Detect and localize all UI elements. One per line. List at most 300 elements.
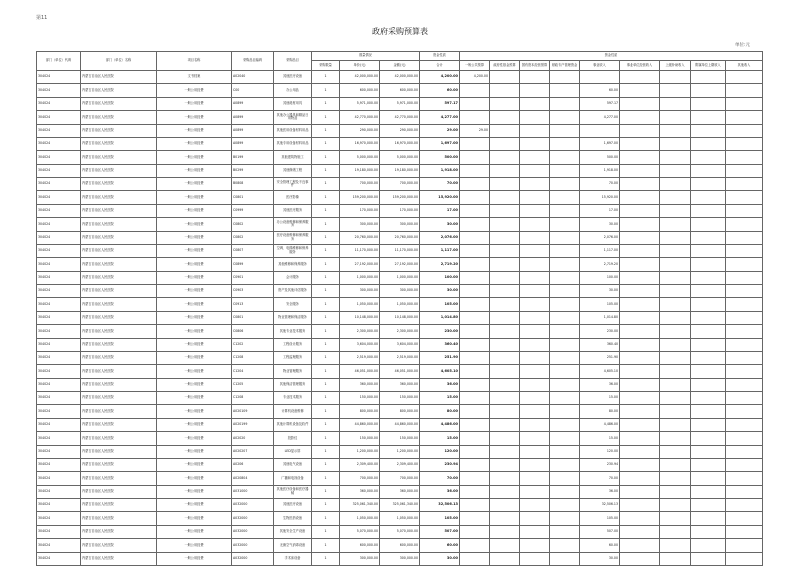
cell-dept-name: 内蒙古自治区人民医院 [81,499,157,512]
cell-source-gov-fund [490,485,520,498]
cell-source-other-income [726,432,763,445]
cell-project-name: 一般公用经费 [157,84,232,97]
cell-dept-code: 304024 [37,137,81,150]
cell-total: 100.00 [420,271,460,284]
cell-amount: 300,000.00 [380,285,420,298]
cell-quantity: 1 [312,244,340,257]
cell-catalog-item: 投影仪 [274,432,312,445]
cell-project-name: 一般公用经费 [157,137,232,150]
cell-unit-price: 159,200,000.00 [340,191,380,204]
cell-source-state-capital [520,365,550,378]
unit-label: 单位:元 [735,43,751,48]
cell-catalog-code: C0903 [232,285,274,298]
cell-source-special-account [550,71,580,84]
table-row [37,258,763,271]
cell-catalog-code: A032000 [232,539,274,552]
cell-project-name: 一般公用经费 [157,258,232,271]
cell-dept-code: 304024 [37,472,81,485]
cell-source-general [460,351,490,364]
cell-dept-name: 内蒙古自治区人民医院 [81,445,157,458]
cell-source-state-capital [520,392,550,405]
cell-source-gov-fund [490,71,520,84]
cell-source-gov-fund [490,418,520,431]
cell-source-state-capital [520,97,550,110]
cell-catalog-code: A0899 [232,124,274,137]
cell-catalog-code: B0808 [232,178,274,191]
table-row [37,445,763,458]
table-row [37,405,763,418]
cell-source-general [460,298,490,311]
cell-source-operating-income [620,485,660,498]
cell-source-special-account [550,525,580,538]
cell-source-gov-fund [490,365,520,378]
cell-unit-price: 1,200,000.00 [340,445,380,458]
cell-source-business-income: 230.00 [580,325,620,338]
cell-catalog-code: A032000 [232,525,274,538]
cell-dept-name: 内蒙古自治区人民医院 [81,525,157,538]
cell-source-special-account [550,392,580,405]
cell-source-special-account [550,271,580,284]
cell-source-general [460,151,490,164]
cell-catalog-item: 其他专业技术服务 [274,325,312,338]
cell-source-operating-income [620,539,660,552]
cell-quantity: 1 [312,472,340,485]
cell-source-gov-fund [490,244,520,257]
cell-dept-name: 内蒙古自治区人民医院 [81,191,157,204]
cell-dept-code: 304024 [37,244,81,257]
cell-source-business-income: 17.00 [580,204,620,217]
cell-dept-name: 内蒙古自治区人民医院 [81,258,157,271]
cell-source-operating-income [620,111,660,124]
cell-source-other-income [726,325,763,338]
cell-source-business-income: 36.00 [580,485,620,498]
cell-source-operating-income [620,458,660,471]
cell-catalog-item: 办公用品 [274,84,312,97]
cell-catalog-item: 其他办公器具和精品日用物品 [274,111,312,124]
cell-quantity: 1 [312,84,340,97]
cell-unit-price: 5,971,000.00 [340,97,380,110]
cell-amount: 46,051,000.00 [380,365,420,378]
cell-unit-price: 150,000.00 [340,432,380,445]
cell-source-business-income: 15.00 [580,432,620,445]
cell-source-affiliate-income [691,191,726,204]
cell-source-general [460,258,490,271]
cell-total: 120.00 [420,445,460,458]
cell-dept-name: 内蒙古自治区人民医院 [81,311,157,324]
cell-total: 507.00 [420,525,460,538]
cell-source-superior-subsidy [660,258,691,271]
cell-amount: 5,070,000.00 [380,525,420,538]
cell-source-other-income [726,204,763,217]
cell-source-gov-fund [490,231,520,244]
cell-source-operating-income [620,499,660,512]
cell-source-state-capital [520,231,550,244]
cell-source-general: 4,200.00 [460,71,490,84]
cell-source-gov-fund [490,432,520,445]
cell-source-business-income: 360.40 [580,338,620,351]
cell-source-superior-subsidy [660,351,691,364]
cell-total: 2,719.20 [420,258,460,271]
cell-source-affiliate-income [691,351,726,364]
cell-source-business-income: 1,117.00 [580,244,620,257]
cell-source-business-income [580,71,620,84]
cell-source-special-account [550,418,580,431]
cell-unit-price: 325,061,340.00 [340,499,380,512]
cell-source-affiliate-income [691,338,726,351]
cell-source-special-account [550,325,580,338]
cell-dept-name: 内蒙古自治区人民医院 [81,231,157,244]
cell-dept-name: 内蒙古自治区人民医院 [81,137,157,150]
cell-dept-name: 内蒙古自治区人民医院 [81,365,157,378]
cell-source-business-income: 4,486.00 [580,418,620,431]
table-row [37,325,763,338]
cell-source-other-income [726,191,763,204]
cell-source-special-account [550,111,580,124]
cell-dept-code: 304024 [37,285,81,298]
cell-unit-price: 700,000.00 [340,472,380,485]
cell-project-name: 一般公用经费 [157,365,232,378]
cell-source-superior-subsidy [660,325,691,338]
cell-source-state-capital [520,218,550,231]
cell-source-operating-income [620,472,660,485]
cell-source-gov-fund [490,378,520,391]
cell-catalog-code: A020199 [232,418,274,431]
cell-total: 30.00 [420,218,460,231]
cell-source-general [460,405,490,418]
cell-source-other-income [726,351,763,364]
cell-source-state-capital [520,472,550,485]
table-row [37,218,763,231]
cell-source-business-income: 80.00 [580,405,620,418]
cell-amount: 1,200,000.00 [380,445,420,458]
header-source-general: 一般公共预算 [460,61,490,71]
cell-source-affiliate-income [691,285,726,298]
cell-quantity: 1 [312,552,340,565]
cell-quantity: 1 [312,525,340,538]
cell-source-state-capital [520,432,550,445]
cell-total: 230.00 [420,325,460,338]
header-source-gov-fund: 政府性基金预算 [490,61,520,71]
cell-project-name: 一般公用经费 [157,392,232,405]
cell-source-state-capital [520,124,550,137]
cell-source-affiliate-income [691,432,726,445]
cell-source-other-income [726,405,763,418]
cell-source-special-account [550,485,580,498]
cell-source-state-capital [520,271,550,284]
cell-catalog-item: 其他电气设备 [274,458,312,471]
cell-source-affiliate-income [691,84,726,97]
cell-source-general [460,539,490,552]
cell-source-superior-subsidy [660,97,691,110]
cell-source-superior-subsidy [660,472,691,485]
cell-source-business-income: 32,506.13 [580,499,620,512]
cell-source-other-income [726,552,763,565]
cell-source-affiliate-income [691,298,726,311]
cell-source-special-account [550,204,580,217]
cell-dept-code: 304024 [37,97,81,110]
cell-source-superior-subsidy [660,151,691,164]
cell-source-general [460,244,490,257]
cell-source-gov-fund [490,472,520,485]
cell-source-other-income [726,365,763,378]
cell-catalog-code: A0899 [232,97,274,110]
cell-source-general [460,311,490,324]
cell-source-other-income [726,392,763,405]
cell-dept-name: 内蒙古自治区人民医院 [81,178,157,191]
cell-source-general [460,445,490,458]
cell-quantity: 1 [312,418,340,431]
cell-source-special-account [550,378,580,391]
cell-source-gov-fund [490,499,520,512]
cell-total: 1,918.00 [420,164,460,177]
cell-total: 251.90 [420,351,460,364]
cell-dept-name: 内蒙古自治区人民医院 [81,338,157,351]
cell-unit-price: 600,000.00 [340,84,380,97]
cell-total: 105.00 [420,512,460,525]
cell-source-business-income: 30.00 [580,552,620,565]
cell-quantity: 1 [312,271,340,284]
table-row [37,485,763,498]
cell-source-affiliate-income [691,325,726,338]
cell-dept-name: 内蒙古自治区人民医院 [81,124,157,137]
table-body [37,71,763,566]
cell-source-general [460,458,490,471]
cell-source-affiliate-income [691,512,726,525]
cell-total: 15.00 [420,432,460,445]
cell-source-gov-fund [490,445,520,458]
cell-dept-code: 304024 [37,325,81,338]
cell-source-business-income: 36.00 [580,378,620,391]
cell-source-special-account [550,97,580,110]
cell-amount: 16,970,000.00 [380,137,420,150]
header-source-affiliate-income: 附属单位上缴收入 [691,61,726,71]
cell-source-gov-fund [490,552,520,565]
cell-amount: 42,770,000.00 [380,111,420,124]
cell-source-state-capital [520,325,550,338]
cell-source-general [460,84,490,97]
cell-total: 32,506.13 [420,499,460,512]
cell-source-affiliate-income [691,124,726,137]
cell-total: 60.00 [420,539,460,552]
cell-quantity: 1 [312,485,340,498]
table-row [37,432,763,445]
cell-quantity: 1 [312,71,340,84]
cell-amount: 5,000,000.00 [380,151,420,164]
cell-source-gov-fund [490,84,520,97]
cell-source-special-account [550,191,580,204]
cell-source-special-account [550,311,580,324]
cell-source-affiliate-income [691,71,726,84]
table-row [37,472,763,485]
cell-project-name: 一般公用经费 [157,244,232,257]
cell-amount: 1,050,000.00 [380,298,420,311]
cell-quantity: 1 [312,124,340,137]
cell-catalog-code: C0801 [232,311,274,324]
cell-source-special-account [550,178,580,191]
cell-source-general [460,432,490,445]
cell-catalog-item: 手术床设备 [274,552,312,565]
cell-source-special-account [550,84,580,97]
cell-project-name: 一般公用经费 [157,164,232,177]
cell-catalog-item: 其他修缮工程 [274,164,312,177]
cell-source-other-income [726,178,763,191]
cell-source-state-capital [520,84,550,97]
cell-catalog-item: 资产及其他评估服务 [274,285,312,298]
cell-dept-code: 304024 [37,432,81,445]
cell-dept-name: 内蒙古自治区人民医院 [81,485,157,498]
cell-source-other-income [726,525,763,538]
cell-catalog-code: A0899 [232,111,274,124]
cell-total: 70.00 [420,472,460,485]
cell-source-operating-income [620,204,660,217]
cell-source-operating-income [620,231,660,244]
cell-source-business-income: 105.00 [580,512,620,525]
cell-source-superior-subsidy [660,539,691,552]
cell-source-general [460,191,490,204]
cell-source-gov-fund [490,285,520,298]
table-row [37,285,763,298]
cell-dept-code: 304024 [37,499,81,512]
cell-source-superior-subsidy [660,378,691,391]
cell-catalog-code: C1205 [232,378,274,391]
cell-amount: 2,519,000.00 [380,351,420,364]
cell-quantity: 1 [312,338,340,351]
cell-source-special-account [550,365,580,378]
cell-source-other-income [726,124,763,137]
cell-catalog-item: 其他医用设备材料用品 [274,124,312,137]
table-row [37,512,763,525]
cell-source-operating-income [620,365,660,378]
cell-quantity: 1 [312,204,340,217]
cell-source-affiliate-income [691,271,726,284]
cell-source-other-income [726,285,763,298]
cell-catalog-item: 其他专用设备材料用品 [274,137,312,150]
cell-catalog-code: A031000 [232,485,274,498]
cell-quantity: 1 [312,231,340,244]
cell-amount: 300,000.00 [380,218,420,231]
table-row [37,71,763,84]
cell-dept-code: 304024 [37,258,81,271]
page-number-label: 第11 [36,15,48,21]
header-fund-source-group: 资金性质 [460,52,763,61]
cell-source-special-account [550,405,580,418]
cell-source-business-income: 597.17 [580,97,620,110]
table-row [37,298,763,311]
cell-source-other-income [726,445,763,458]
cell-source-affiliate-income [691,552,726,565]
cell-source-state-capital [520,204,550,217]
cell-source-business-income: 60.00 [580,539,620,552]
cell-project-name: 一般公用经费 [157,445,232,458]
cell-source-superior-subsidy [660,137,691,150]
cell-total: 4,277.00 [420,111,460,124]
cell-source-affiliate-income [691,164,726,177]
cell-project-name: 一般公用经费 [157,204,232,217]
cell-source-affiliate-income [691,258,726,271]
cell-catalog-code: A02040 [232,71,274,84]
cell-amount: 600,000.00 [380,84,420,97]
cell-project-name: 一般公用经费 [157,525,232,538]
cell-unit-price: 20,760,000.00 [340,231,380,244]
cell-source-general [460,204,490,217]
cell-source-superior-subsidy [660,365,691,378]
cell-dept-code: 304024 [37,338,81,351]
table-row [37,378,763,391]
cell-source-other-income [726,418,763,431]
cell-catalog-item: 生物医药设备 [274,512,312,525]
table-row [37,244,763,257]
cell-unit-price: 42,770,000.00 [340,111,380,124]
table-row [37,418,763,431]
cell-quantity: 1 [312,392,340,405]
cell-source-special-account [550,218,580,231]
cell-total: 15.00 [420,392,460,405]
cell-source-operating-income [620,298,660,311]
cell-total: 597.17 [420,97,460,110]
cell-source-other-income [726,499,763,512]
cell-source-superior-subsidy [660,111,691,124]
cell-total: 4,200.00 [420,71,460,84]
cell-unit-price: 16,970,000.00 [340,137,380,150]
cell-amount: 360,000.00 [380,378,420,391]
cell-source-operating-income [620,97,660,110]
cell-project-name: 一般公用经费 [157,178,232,191]
cell-unit-price: 44,860,000.00 [340,418,380,431]
cell-source-gov-fund [490,151,520,164]
cell-total: 70.00 [420,178,460,191]
cell-dept-name: 内蒙古自治区人民医院 [81,271,157,284]
header-source-superior-subsidy: 上级补助收入 [660,61,691,71]
cell-catalog-code: C0913 [232,298,274,311]
cell-source-operating-income [620,338,660,351]
cell-total: 29.00 [420,124,460,137]
cell-source-operating-income [620,151,660,164]
cell-dept-code: 304024 [37,365,81,378]
cell-amount: 20,760,000.00 [380,231,420,244]
cell-dept-name: 内蒙古自治区人民医院 [81,285,157,298]
cell-source-special-account [550,472,580,485]
cell-total: 36.00 [420,378,460,391]
cell-catalog-item: 其他医疗服务 [274,204,312,217]
cell-dept-code: 304024 [37,298,81,311]
cell-dept-name: 内蒙古自治区人民医院 [81,244,157,257]
cell-source-gov-fund [490,137,520,150]
cell-source-general [460,137,490,150]
cell-source-state-capital [520,485,550,498]
cell-unit-price: 27,192,000.00 [340,258,380,271]
cell-quantity: 1 [312,539,340,552]
cell-source-business-income: 4,277.00 [580,111,620,124]
cell-source-state-capital [520,499,550,512]
cell-source-affiliate-income [691,392,726,405]
cell-project-name: 一般公用经费 [157,351,232,364]
cell-dept-code: 304024 [37,218,81,231]
cell-unit-price: 290,000.00 [340,124,380,137]
cell-catalog-code: C0802 [232,231,274,244]
cell-source-state-capital [520,418,550,431]
cell-source-affiliate-income [691,472,726,485]
cell-total: 1,697.00 [420,137,460,150]
cell-catalog-code: A02020 [232,432,274,445]
cell-unit-price: 1,000,000.00 [340,271,380,284]
cell-source-other-income [726,151,763,164]
cell-source-general [460,338,490,351]
cell-source-superior-subsidy [660,178,691,191]
cell-source-state-capital [520,311,550,324]
cell-catalog-code: C0802 [232,218,274,231]
cell-catalog-item: 物业管理和保洁服务 [274,311,312,324]
cell-catalog-code: C1202 [232,338,274,351]
